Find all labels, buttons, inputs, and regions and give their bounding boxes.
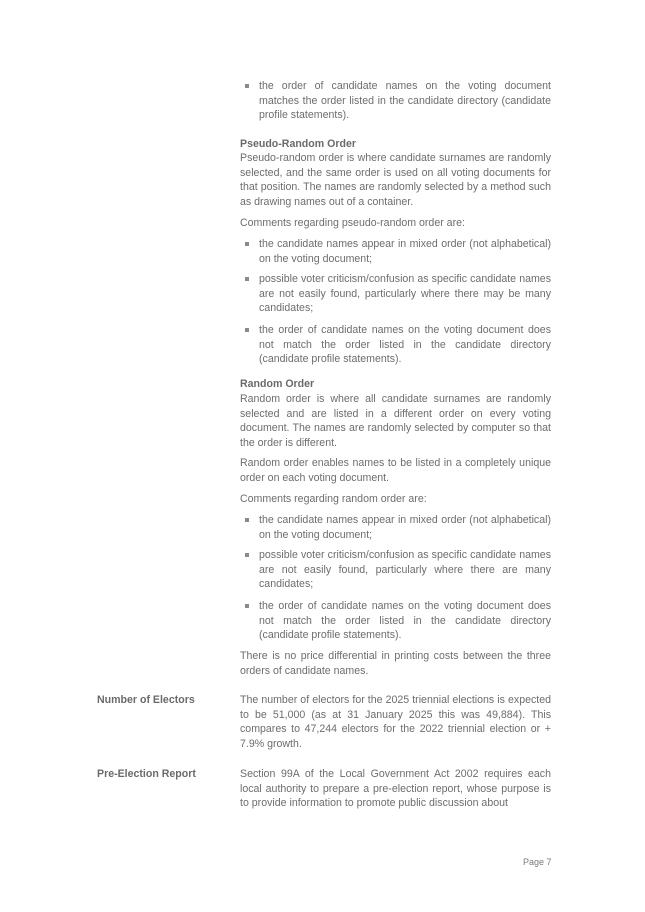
bullet-icon (245, 84, 249, 88)
section-heading-pseudo-random: Pseudo-Random Order (240, 138, 356, 150)
random-paragraph-2 (240, 456, 551, 485)
paragraph-text: Section 99A of the Local Government Act 2002 requires each local authority to prepare a pre-election report, whose purpose is to provide information to promote public discussion about (240, 768, 551, 810)
page-number: Page 7 (523, 857, 552, 867)
section-heading-random: Random Order (240, 378, 315, 390)
bullet-text: possible voter criticism/confusion as specific candidate names are not easily found, particularly where there are many candidates; (259, 549, 551, 591)
list-item (240, 513, 551, 542)
list-item (240, 79, 551, 123)
bullet-icon (245, 604, 249, 608)
bullet-text: the candidate names appear in mixed order (not alphabetical) on the voting document; (259, 514, 551, 541)
bullet-icon (245, 242, 249, 246)
bullet-text: the candidate names appear in mixed order (not alphabetical) on the voting document; (259, 238, 551, 265)
paragraph-text: Random order is where all candidate surnames are randomly selected and are listed in a different order on every voting document. The names are randomly selected by computer so that the order is different. (240, 393, 551, 449)
bullet-text: the order of candidate names on the voting document does not match the order listed in the candidate directory (candidate profile statements). (259, 324, 551, 366)
bullet-icon (245, 328, 249, 332)
pre-election-paragraph (240, 767, 551, 811)
pseudo-random-comments-intro (240, 216, 551, 231)
random-paragraph (240, 392, 551, 450)
list-item (240, 548, 551, 592)
bullet-icon (245, 553, 249, 557)
section-label-electors: Number of Electors (97, 694, 195, 706)
section-label-pre-election: Pre-Election Report (97, 768, 196, 780)
list-item (240, 272, 551, 316)
random-comments-intro (240, 492, 551, 507)
bullet-text: the order of candidate names on the voting document matches the order listed in the candidate directory (candidate profile statements). (259, 80, 551, 122)
paragraph-text: There is no price differential in printing costs between the three orders of candidate names. (240, 650, 551, 677)
list-item (240, 237, 551, 266)
list-item (240, 599, 551, 643)
bullet-text: the order of candidate names on the voting document does not match the order listed in the candidate directory (candidate profile statements). (259, 600, 551, 642)
electors-paragraph (240, 693, 551, 751)
bullet-text: possible voter criticism/confusion as specific candidate names are not easily found, particularly where there may be many candidates; (259, 273, 551, 315)
paragraph-text: Pseudo-random order is where candidate surnames are randomly selected, and the same order is used on all voting documents for that position. The names are randomly selected by a method such as drawing names out of a container. (240, 152, 551, 208)
paragraph-text: Random order enables names to be listed in a completely unique order on each voting document. (240, 457, 551, 484)
bullet-icon (245, 518, 249, 522)
random-closing (240, 649, 551, 678)
pseudo-random-paragraph (240, 151, 551, 209)
paragraph-text: Comments regarding random order are: (240, 493, 427, 505)
paragraph-text: Comments regarding pseudo-random order are: (240, 217, 465, 229)
paragraph-text: The number of electors for the 2025 triennial elections is expected to be 51,000 (as at 31 January 2025 this was 49,884). This compares to 47,244 electors for the 2022 triennial election or + 7.9% growth. (240, 694, 551, 750)
list-item (240, 323, 551, 367)
bullet-icon (245, 277, 249, 281)
